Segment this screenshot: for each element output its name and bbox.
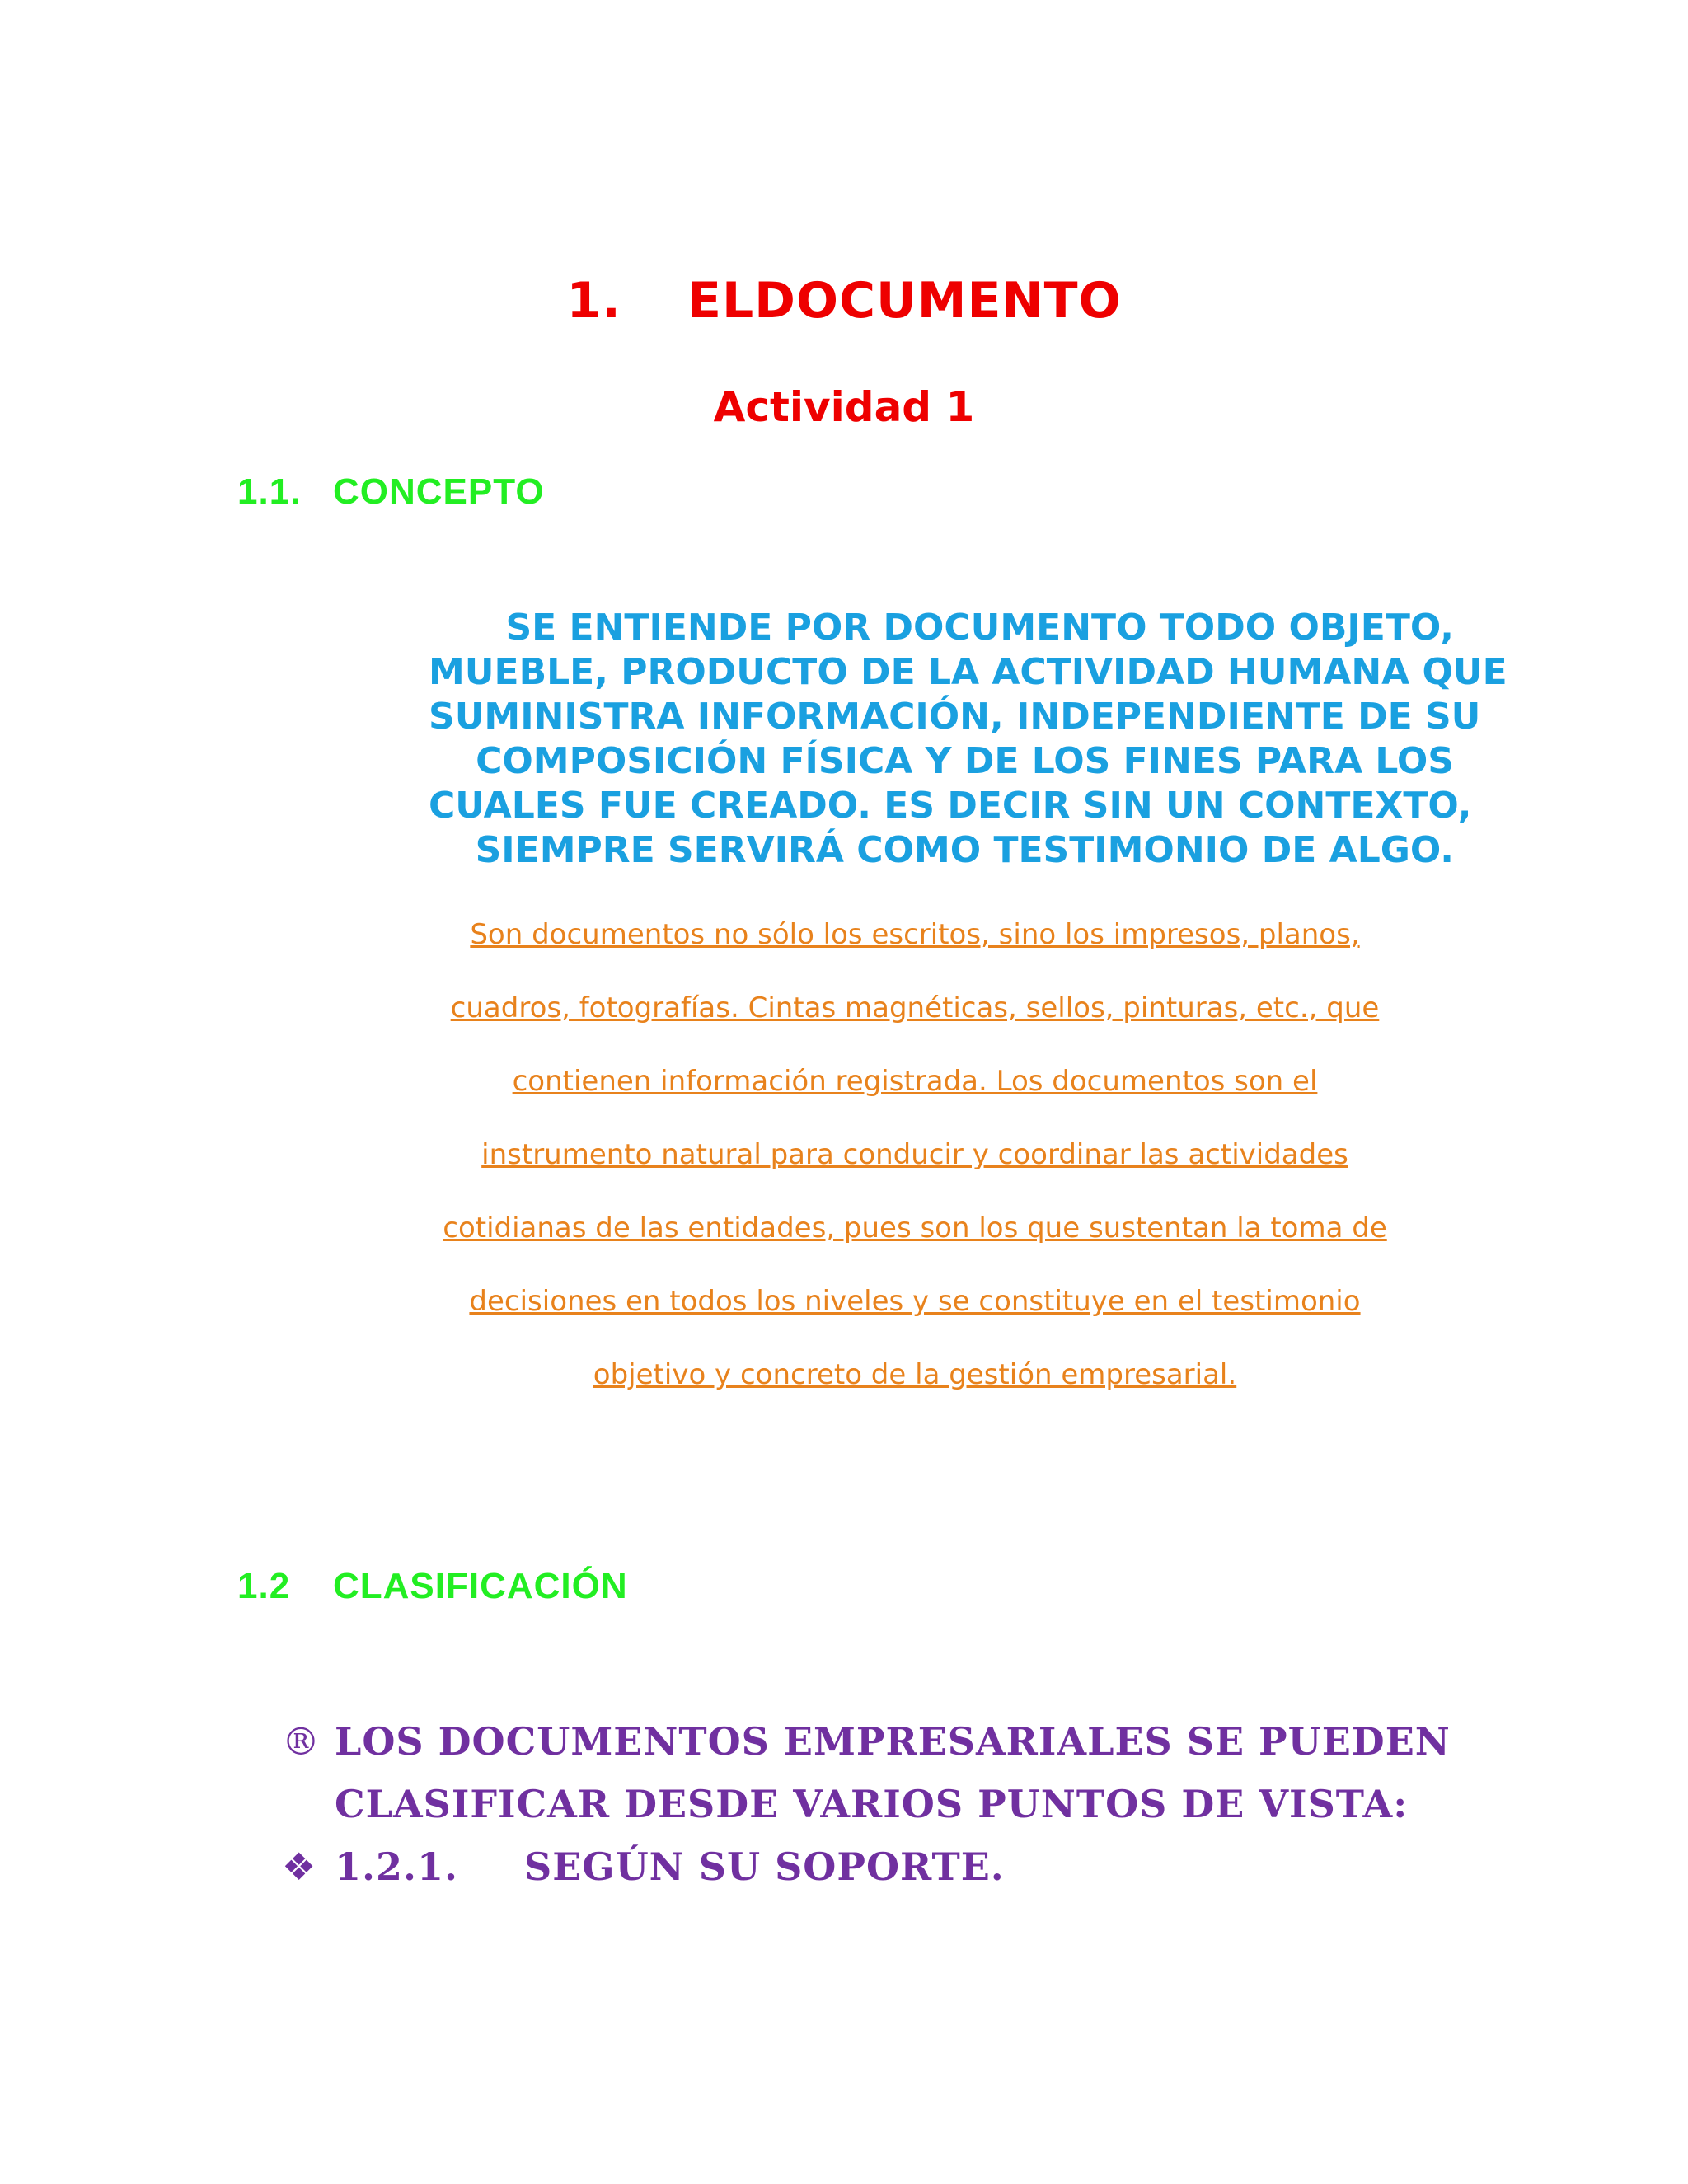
section-number: 1.2 — [237, 1566, 291, 1606]
concept-line: COMPOSICIÓN FÍSICA Y DE LOS FINES PARA LOS — [476, 740, 1454, 782]
activity-heading: Actividad 1 — [713, 383, 975, 431]
concept-line: SIEMPRE SERVIRÁ COMO TESTIMONIO DE ALGO. — [475, 829, 1454, 871]
diamond-bullet-icon: ❖ — [282, 1844, 317, 1889]
section-heading-clasificacion — [237, 1566, 628, 1607]
concept-line: SUMINISTRA INFORMACIÓN, INDEPENDIENTE DE SU — [429, 696, 1481, 738]
section-number: 1.1. — [237, 471, 302, 512]
concept-line: MUEBLE, PRODUCTO DE LA ACTIVIDAD HUMANA QUE — [429, 651, 1507, 693]
sub-section-label: SEGÚN SU SOPORTE. — [524, 1844, 1005, 1889]
main-title-text: ELDOCUMENTO — [687, 272, 1122, 330]
detail-line: cotidianas de las entidades, pues son los que sustentan la toma de — [443, 1212, 1387, 1244]
main-title — [0, 272, 1688, 330]
classification-list — [282, 1710, 1451, 1898]
detail-line: decisiones en todos los niveles y se constituye en el testimonio — [469, 1285, 1361, 1318]
detail-line: Son documentos no sólo los escritos, sino los impresos, planos, — [470, 918, 1360, 951]
section-label: CONCEPTO — [333, 471, 545, 512]
list-item — [282, 1835, 1451, 1898]
detail-line: cuadros, fotografías. Cintas magnéticas, sellos, pinturas, etc., que — [450, 991, 1380, 1024]
main-title-number: 1. — [566, 272, 621, 330]
detail-paragraph — [379, 898, 1451, 1412]
classification-line: CLASIFICAR DESDE VARIOS PUNTOS DE VISTA: — [335, 1782, 1409, 1826]
registered-mark-icon: ® — [282, 1719, 321, 1764]
detail-line: instrumento natural para conducir y coordinar las actividades — [481, 1138, 1348, 1171]
concept-paragraph — [429, 606, 1507, 873]
list-item-continuation — [282, 1773, 1451, 1835]
list-item — [282, 1710, 1451, 1773]
detail-line: objetivo y concreto de la gestión empresarial. — [593, 1358, 1237, 1391]
detail-line: contienen información registrada. Los documentos son el — [512, 1065, 1318, 1098]
classification-line: LOS DOCUMENTOS EMPRESARIALES SE PUEDEN — [335, 1719, 1451, 1764]
section-heading-concepto — [237, 471, 545, 513]
sub-section-number: 1.2.1. — [335, 1844, 459, 1889]
section-label: CLASIFICACIÓN — [333, 1566, 628, 1606]
concept-line: SE ENTIENDE POR DOCUMENTO TODO OBJETO, — [505, 607, 1454, 649]
concept-line: CUALES FUE CREADO. ES DECIR SIN UN CONTEXTO, — [429, 785, 1472, 827]
